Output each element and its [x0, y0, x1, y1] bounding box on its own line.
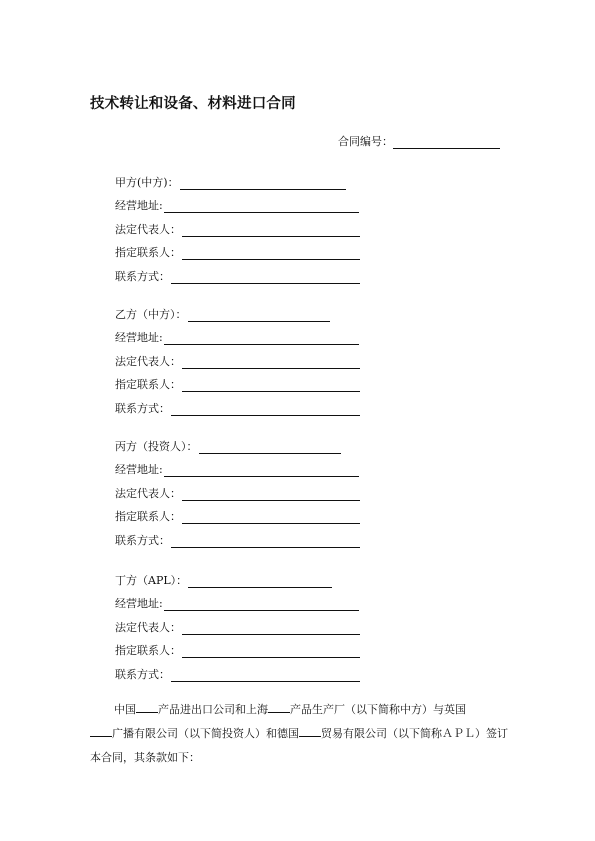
party-d-representative-row: [115, 611, 360, 635]
party-c-contact-label: 指定联系人：: [115, 510, 181, 523]
party-b-contact-field[interactable]: [182, 379, 360, 392]
party-a-heading: 甲方(中方)：: [115, 175, 179, 189]
party-d-method-label: 联系方式：: [115, 667, 170, 681]
party-b-address-label: 经营地址:: [115, 331, 163, 344]
party-c-method-field[interactable]: [171, 535, 360, 548]
party-d-representative-field[interactable]: [182, 622, 360, 635]
party-a-contact-field[interactable]: [182, 247, 360, 260]
party-b-method-row: [115, 392, 360, 416]
intro-paragraph: [90, 698, 515, 770]
party-b-block: [115, 298, 360, 416]
intro-text-4: 广播有限公司（以下简投资人）和德国: [112, 727, 299, 740]
party-d-name-field[interactable]: [188, 575, 332, 588]
party-c-method-row: [115, 524, 360, 548]
party-d-heading: 丁方（APL）：: [115, 573, 188, 587]
contract-number-field[interactable]: [393, 136, 500, 149]
party-c-method-label: 联系方式：: [115, 533, 170, 547]
intro-blank-2[interactable]: [268, 701, 290, 713]
party-a-name-field[interactable]: [180, 177, 346, 190]
party-a-address-field[interactable]: [164, 200, 359, 213]
party-d-method-field[interactable]: [171, 669, 360, 682]
party-b-representative-row: [115, 345, 360, 369]
party-d-heading-row: [115, 564, 360, 588]
intro-blank-3[interactable]: [90, 725, 112, 737]
intro-text-1: 中国: [114, 703, 136, 716]
party-c-address-label: 经营地址:: [115, 463, 163, 476]
party-b-representative-field[interactable]: [182, 356, 360, 369]
document-title: 技术转让和设备、材料进口合同: [90, 96, 296, 112]
party-a-contact-row: [115, 237, 360, 261]
party-a-representative-field[interactable]: [182, 224, 360, 237]
party-c-heading-row: [115, 430, 360, 454]
party-c-representative-row: [115, 477, 360, 501]
party-c-representative-label: 法定代表人：: [115, 486, 181, 500]
party-c-representative-field[interactable]: [182, 488, 360, 501]
party-a-method-row: [115, 260, 360, 284]
party-c-contact-row: [115, 501, 360, 525]
party-d-contact-field[interactable]: [182, 645, 360, 658]
party-b-method-label: 联系方式：: [115, 401, 170, 415]
party-d-address-field[interactable]: [164, 598, 359, 611]
party-c-address-row: [115, 454, 360, 478]
party-c-name-field[interactable]: [199, 441, 341, 454]
party-b-heading: 乙方（中方）：: [115, 307, 187, 321]
party-a-representative-label: 法定代表人：: [115, 222, 181, 236]
party-b-contact-label: 指定联系人：: [115, 378, 181, 391]
party-d-method-row: [115, 658, 360, 682]
party-b-address-field[interactable]: [164, 332, 359, 345]
party-a-method-label: 联系方式：: [115, 269, 170, 283]
party-c-contact-field[interactable]: [182, 511, 360, 524]
intro-text-3: 产品生产厂（以下简称中方）与英国: [290, 703, 466, 716]
intro-blank-4[interactable]: [299, 725, 321, 737]
intro-text-5: 贸易有限公司（以下简称ＡＰＬ）签订本合同，其条款如下：: [90, 727, 508, 764]
party-d-contact-row: [115, 635, 360, 659]
intro-text-2: 产品进出口公司和上海: [158, 703, 268, 716]
party-b-address-row: [115, 322, 360, 346]
party-a-heading-row: [115, 166, 360, 190]
party-a-address-label: 经营地址:: [115, 199, 163, 212]
party-b-representative-label: 法定代表人：: [115, 354, 181, 368]
party-c-address-field[interactable]: [164, 464, 359, 477]
intro-blank-1[interactable]: [136, 701, 158, 713]
party-b-method-field[interactable]: [171, 403, 360, 416]
party-b-contact-row: [115, 369, 360, 393]
party-d-address-label: 经营地址:: [115, 597, 163, 610]
party-a-address-row: [115, 190, 360, 214]
party-a-block: [115, 166, 360, 284]
party-b-name-field[interactable]: [188, 309, 330, 322]
contract-number-label: 合同编号：: [338, 135, 393, 148]
party-a-representative-row: [115, 213, 360, 237]
party-a-method-field[interactable]: [171, 271, 360, 284]
party-c-block: [115, 430, 360, 548]
party-a-contact-label: 指定联系人：: [115, 246, 181, 259]
party-d-representative-label: 法定代表人：: [115, 620, 181, 634]
party-d-block: [115, 564, 360, 682]
contract-number: [338, 133, 500, 149]
party-d-address-row: [115, 588, 360, 612]
party-d-contact-label: 指定联系人：: [115, 644, 181, 657]
party-b-heading-row: [115, 298, 360, 322]
party-c-heading: 丙方（投资人）：: [115, 439, 198, 453]
